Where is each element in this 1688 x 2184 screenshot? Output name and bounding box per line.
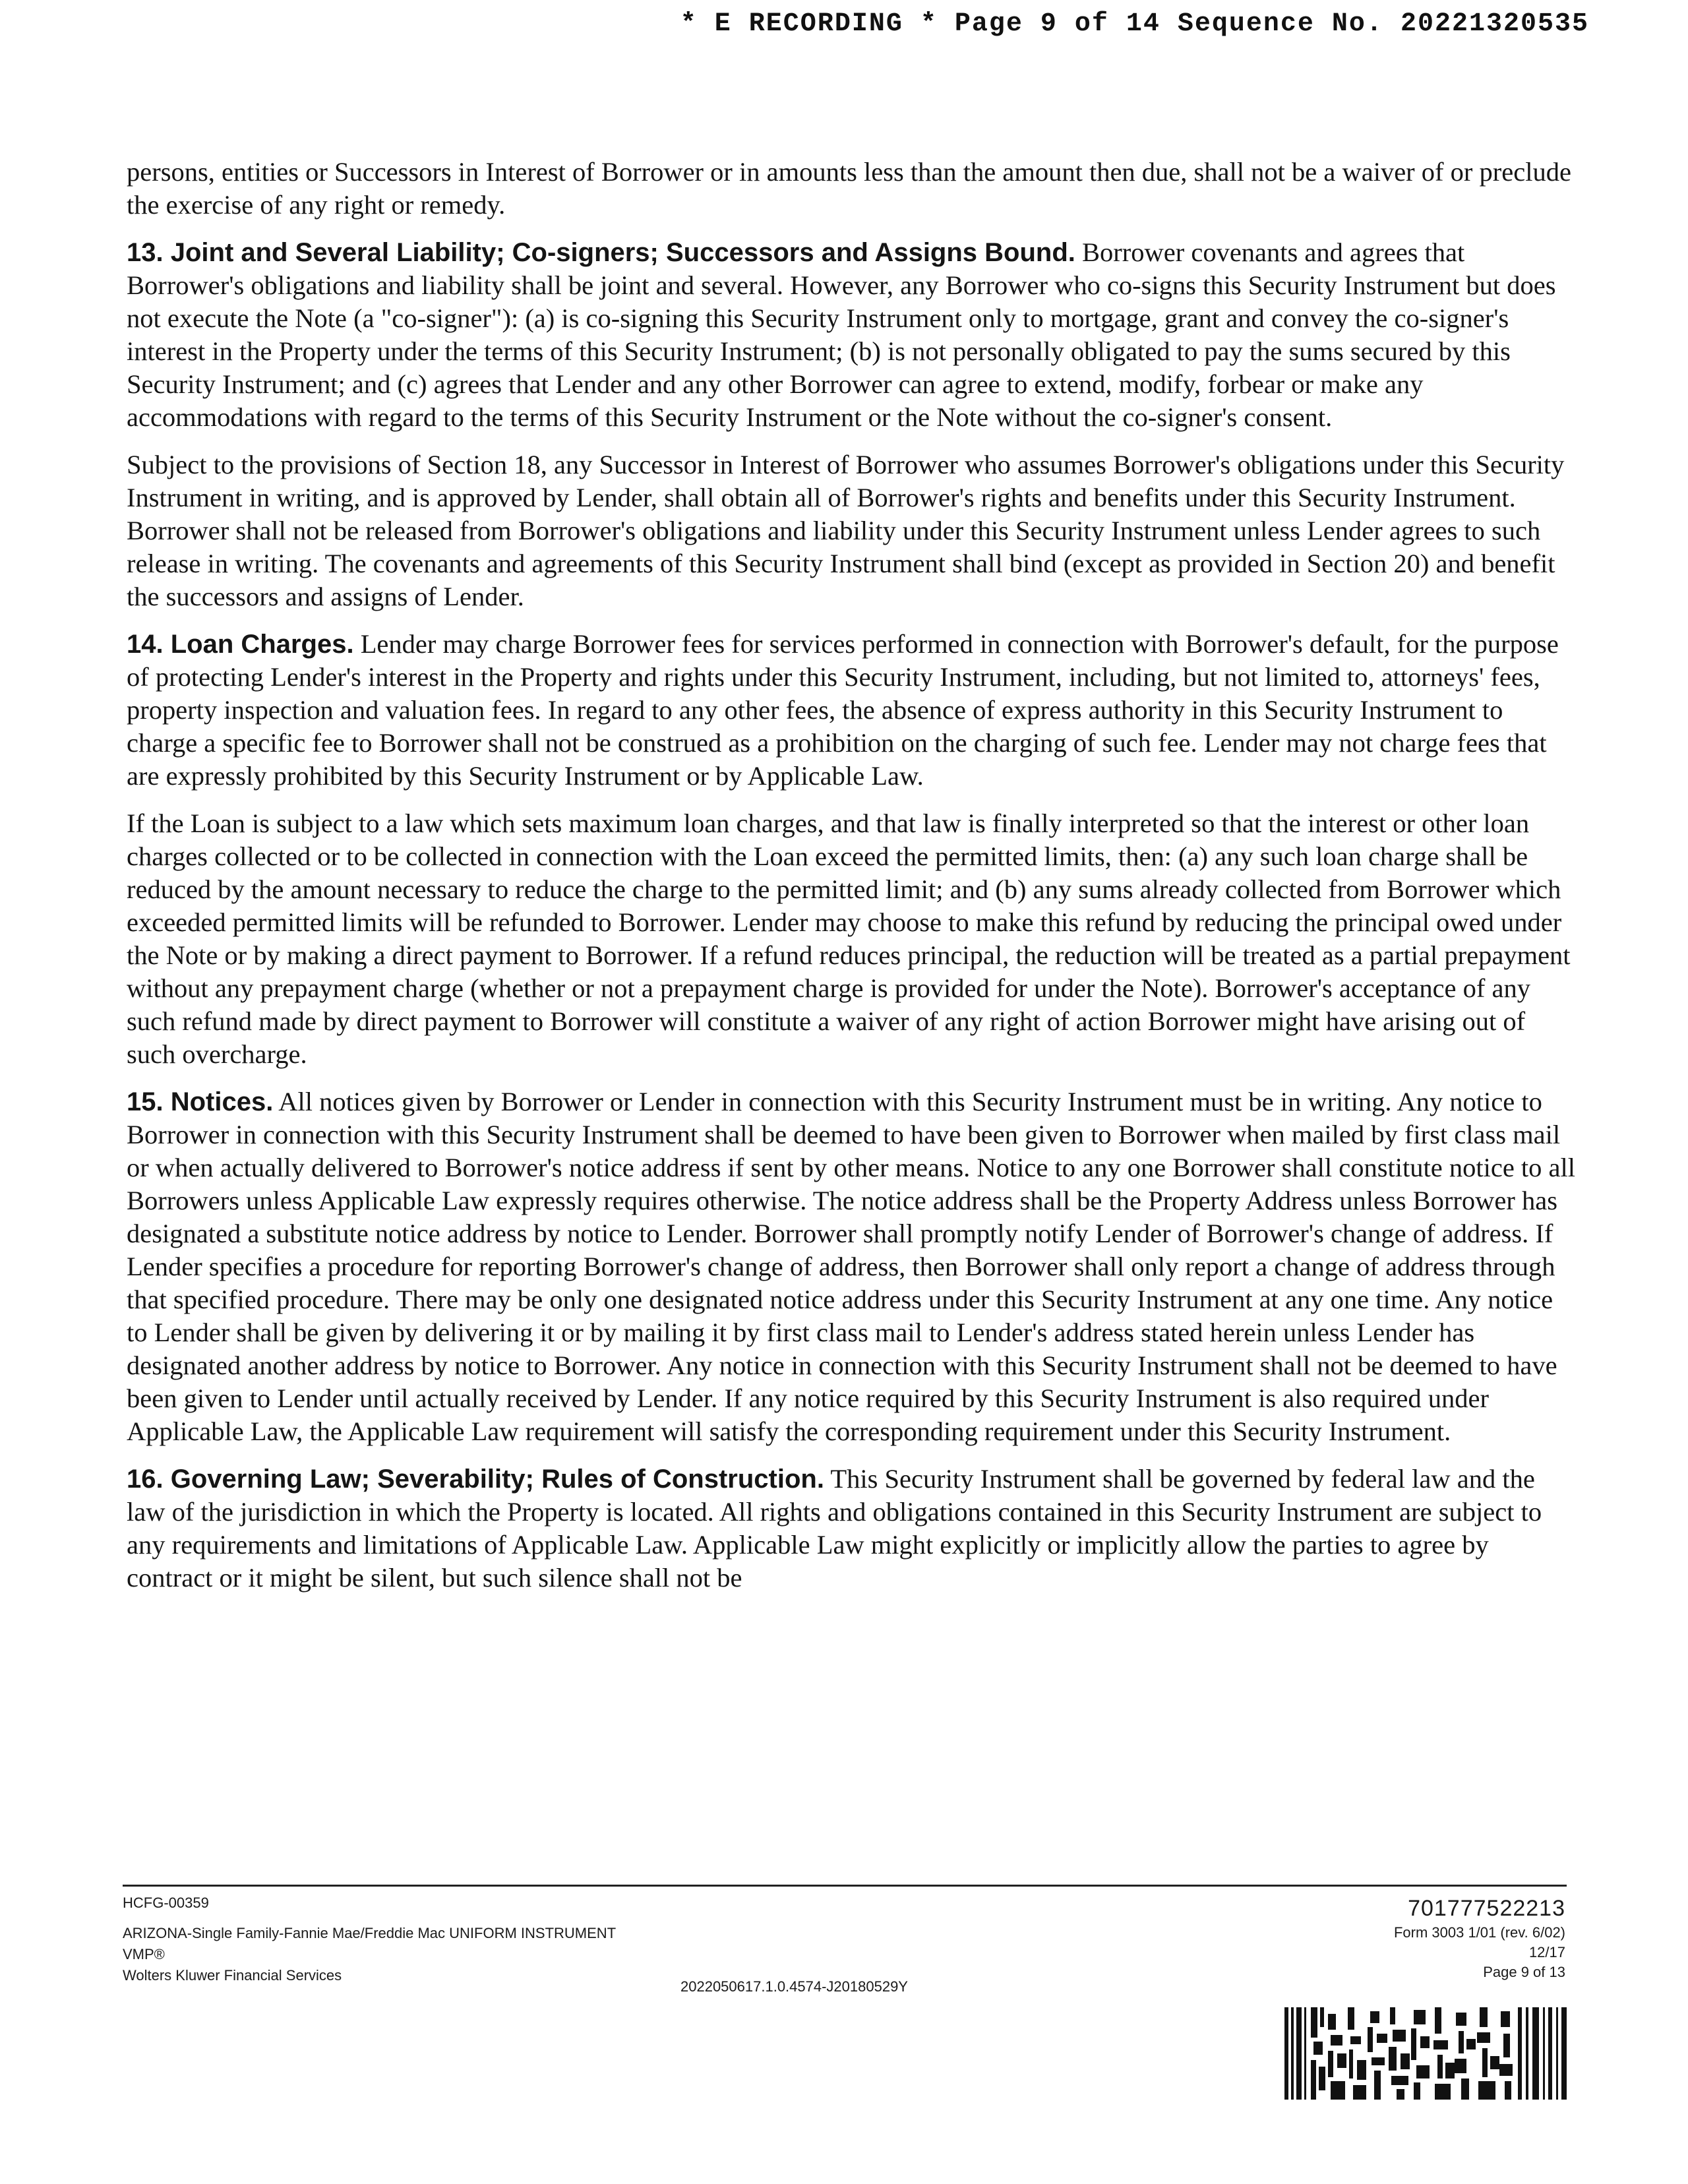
paragraph-continuation	[127, 156, 1577, 222]
section-14	[127, 628, 1577, 793]
section-13-title: 13. Joint and Several Liability; Co-signers; Successors and Assigns Bound.	[127, 238, 1075, 267]
footer-right	[1394, 1894, 1565, 1982]
form-code: HCFG-00359	[123, 1895, 209, 1911]
section-16-text: This Security Instrument shall be governed by federal law and the law of the jurisdiction in which the Property is located. All rights and obligations contained in this Security Instrument are subject to any requirements and limitations of Applicable Law. Applicable Law might explicitly or implicitly allow the parties to agree by contract or it might be silent, but such silence shall not be	[127, 1464, 1542, 1592]
instrument-name: ARIZONA-Single Family-Fannie Mae/Freddie Mac UNIFORM INSTRUMENT	[123, 1925, 617, 1941]
section-13-text: Borrower covenants and agrees that Borrower's obligations and liability shall be joint and several. However, any Borrower who co-signs this Security Instrument but does not execute the Note (a "co-signer"): (a) is co-signing this Security Instrument only to mortgage, grant and convey the co-signer's interest in the Property under the terms of this Security Instrument; (b) is not personally obligated to pay the sums secured by this Security Instrument; and (c) agrees that Lender and any other Borrower can agree to extend, modify, forbear or make any accommodations with regard to the terms of this Security Instrument or the Note without the co-signer's consent.	[127, 237, 1556, 432]
footer-divider	[123, 1885, 1567, 1887]
section-16	[127, 1463, 1577, 1594]
paragraph-text: If the Loan is subject to a law which sets maximum loan charges, and that law is finally interpreted so that the interest or other loan charges collected or to be collected in connection with the Loan exceed the permitted limits, then: (a) any such loan charge shall be reduced by the amount necessary to reduce the charge to the permitted limit; and (b) any sums already collected from Borrower which exceeded permitted limits will be refunded to Borrower. Lender may choose to make this refund by reducing the principal owed under the Note or by making a direct payment to Borrower. If a refund reduces principal, the reduction will be treated as a partial prepayment without any prepayment charge (whether or not a prepayment charge is provided for under the Note). Borrower's acceptance of any such refund made by direct payment to Borrower will constitute a waiver of any right of action Borrower might have arising out of such overcharge.	[127, 808, 1571, 1069]
section-14-title: 14. Loan Charges.	[127, 630, 354, 659]
footer-left	[123, 1893, 616, 1986]
paragraph-text: Subject to the provisions of Section 18, any Successor in Interest of Borrower who assumes Borrower's obligations under this Security Instrument in writing, and is approved by Lender, shall obtain all of Borrower's rights and benefits under this Security Instrument. Borrower shall not be released from Borrower's obligations and liability under this Security Instrument unless Lender agrees to such release in writing. The covenants and agreements of this Security Instrument shall bind (except as provided in Section 20) and benefit the successors and assigns of Lender.	[127, 450, 1565, 611]
section-15	[127, 1085, 1577, 1448]
section-13	[127, 236, 1577, 434]
paragraph-text: persons, entities or Successors in Interest of Borrower or in amounts less than the amount then due, shall not be a waiver of or preclude the exercise of any right or remedy.	[127, 157, 1571, 220]
section-14-limits	[127, 807, 1577, 1071]
form-number: Form 3003 1/01 (rev. 6/02)	[1393, 1924, 1565, 1941]
document-body	[127, 156, 1577, 1609]
barcode-icon	[1284, 2007, 1568, 2100]
section-15-title: 15. Notices.	[127, 1087, 274, 1116]
section-14-text: Lender may charge Borrower fees for services performed in connection with Borrower's default, for the purpose of protecting Lender's interest in the Property and rights under this Security Instrument, including, but not limited to, attorneys' fees, property inspection and valuation fees. In regard to any other fees, the absence of express authority in this Security Instrument to charge a specific fee to Borrower shall not be construed as a prohibition on the charging of such fee. Lender may not charge fees that are expressly prohibited by this Security Instrument or by Applicable Law.	[127, 629, 1559, 791]
vmp-mark: VMP®	[123, 1946, 165, 1962]
section-15-text: All notices given by Borrower or Lender in connection with this Security Instrument must be in writing. Any notice to Borrower in connection with this Security Instrument shall be deemed to have been given to Borrower when mailed by first class mail or when actually delivered to Borrower's notice address if sent by other means. Notice to any one Borrower shall constitute notice to all Borrowers unless Applicable Law expressly requires otherwise. The notice address shall be the Property Address unless Borrower has designated a substitute notice address by notice to Lender. Borrower shall promptly notify Lender of Borrower's change of address. If Lender specifies a procedure for reporting Borrower's change of address, then Borrower shall only report a change of address through that specified procedure. There may be only one designated notice address under this Security Instrument at any one time. Any notice to Lender shall be given by delivering it or by mailing it by first class mail to Lender's address stated herein unless Lender has designated another address by notice to Borrower. Any notice in connection with this Security Instrument shall not be deemed to have been given to Lender until actually received by Lender. If any notice required by this Security Instrument is also required under Applicable Law, the Applicable Law requirement will satisfy the corresponding requirement under this Security Instrument.	[127, 1087, 1576, 1446]
loan-number: 701777522213	[1408, 1896, 1565, 1921]
publisher: Wolters Kluwer Financial Services	[123, 1967, 342, 1984]
section-16-title: 16. Governing Law; Severability; Rules of Construction.	[127, 1465, 824, 1494]
form-revision: 12/17	[1528, 1944, 1565, 1960]
recording-header: * E RECORDING * Page 9 of 14 Sequence No. 20221320535	[680, 9, 1589, 39]
page-number: Page 9 of 13	[1483, 1964, 1565, 1980]
section-13-successors	[127, 448, 1577, 613]
document-id: 2022050617.1.0.4574-J20180529Y	[680, 1978, 908, 1995]
